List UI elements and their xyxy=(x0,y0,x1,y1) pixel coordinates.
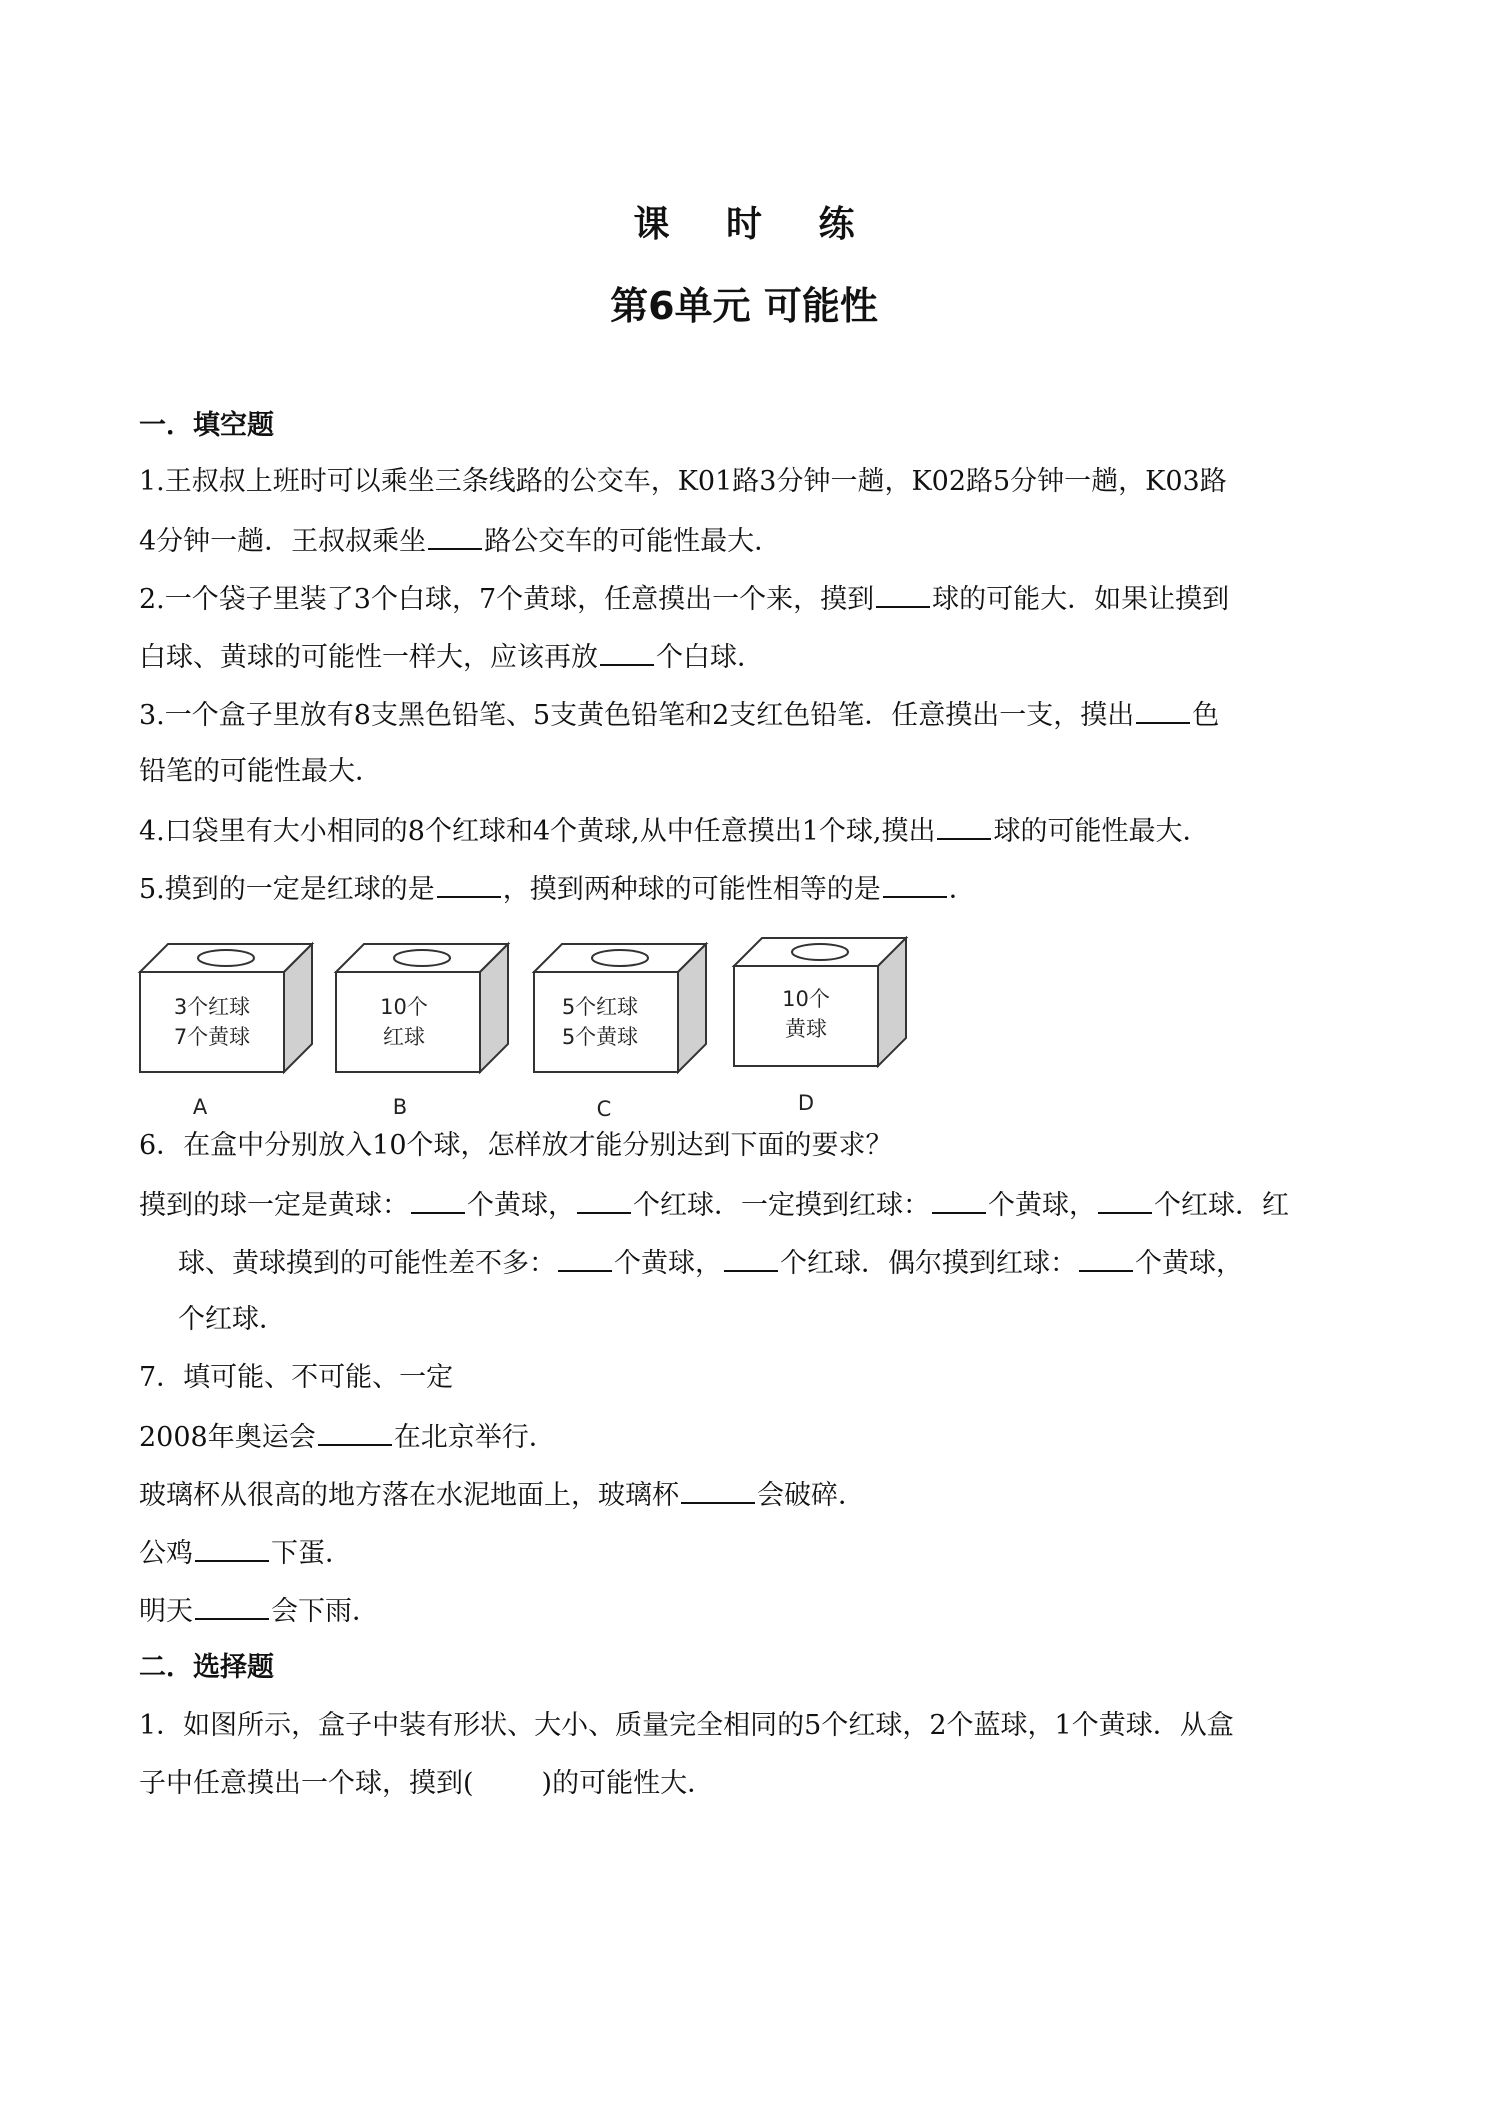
q7-s2-b: 会破碎． xyxy=(757,1480,865,1511)
q7-s3-b: 下蛋． xyxy=(271,1538,352,1569)
q2-text-d: 个白球． xyxy=(656,642,764,673)
section1-heading: 一．填空题 xyxy=(139,410,274,441)
q4-text-a: 4.口袋里有大小相同的8个红球和4个黄球,从中任意摸出1个球,摸出 xyxy=(139,816,936,847)
q1-line2 xyxy=(139,522,1369,560)
q6-text-1c: 个红球．一定摸到红球： xyxy=(633,1190,930,1221)
q2-text-c: 白球、黄球的可能性一样大，应该再放 xyxy=(139,642,598,673)
q1-line1: 1.王叔叔上班时可以乘坐三条线路的公交车，K01路3分钟一趟，K02路5分钟一趟，K03路 xyxy=(139,466,1227,497)
q3-line2: 铅笔的可能性最大． xyxy=(139,756,382,787)
answer-blank[interactable] xyxy=(428,522,482,550)
q6-text-1b: 个黄球， xyxy=(467,1190,575,1221)
answer-blank[interactable] xyxy=(932,1186,986,1214)
answer-blank[interactable] xyxy=(318,1418,392,1446)
answer-blank[interactable] xyxy=(411,1186,465,1214)
answer-blank[interactable] xyxy=(876,580,930,608)
q2-line1 xyxy=(139,580,1369,618)
box-d-label: D xyxy=(797,1091,815,1115)
answer-blank[interactable] xyxy=(195,1592,269,1620)
box-a-line1: 3个红球 xyxy=(173,995,251,1019)
answer-blank[interactable] xyxy=(577,1186,631,1214)
q7-s1 xyxy=(139,1418,1369,1456)
q6-text-2a: 球、黄球摸到的可能性差不多： xyxy=(178,1248,556,1279)
s2-q1-line1: 1．如图所示，盒子中装有形状、大小、质量完全相同的5个红球，2个蓝球，1个黄球．从盒 xyxy=(139,1710,1234,1741)
unit-title: 第6单元 可能性 xyxy=(610,284,878,328)
section2-heading: 二．选择题 xyxy=(139,1652,274,1683)
q3-line1 xyxy=(139,696,1369,734)
q7-s4-a: 明天 xyxy=(139,1596,193,1627)
q6-line3: 个红球． xyxy=(178,1304,286,1335)
q5-text-a: 5.摸到的一定是红球的是 xyxy=(139,874,435,905)
q4-text-b: 球的可能性最大． xyxy=(993,816,1210,847)
answer-blank[interactable] xyxy=(724,1244,778,1272)
answer-blank[interactable] xyxy=(437,870,501,898)
q7-s4 xyxy=(139,1592,1369,1630)
boxes-figure xyxy=(132,928,932,1118)
answer-blank[interactable] xyxy=(1098,1186,1152,1214)
q2-text-b: 球的可能大．如果让摸到 xyxy=(932,584,1230,615)
q7-s3-a: 公鸡 xyxy=(139,1538,193,1569)
box-b-label: B xyxy=(392,1095,408,1118)
answer-blank[interactable] xyxy=(600,638,654,666)
box-b-line1: 10个 xyxy=(380,995,428,1019)
q7-s4-b: 会下雨． xyxy=(271,1596,379,1627)
s2-q1-line2 xyxy=(139,1766,1369,1802)
box-d-line1: 10个 xyxy=(782,987,830,1011)
box-c-line2: 5个黄球 xyxy=(561,1025,639,1049)
q6-text-2d: 个黄球， xyxy=(1135,1248,1243,1279)
box-b-line2: 红球 xyxy=(383,1025,425,1049)
answer-blank[interactable] xyxy=(883,870,947,898)
box-a-line2: 7个黄球 xyxy=(173,1025,251,1049)
answer-blank[interactable] xyxy=(681,1476,755,1504)
q1-text-a: 4分钟一趟．王叔叔乘坐 xyxy=(139,526,427,557)
q2-text-a: 2.一个袋子里装了3个白球，7个黄球，任意摸出一个来，摸到 xyxy=(139,584,875,615)
q4-line1 xyxy=(139,812,1369,850)
answer-blank[interactable] xyxy=(195,1534,269,1562)
q3-text-a: 3.一个盒子里放有8支黑色铅笔、5支黄色铅笔和2支红色铅笔．任意摸出一支，摸出 xyxy=(139,700,1135,731)
q6-text-2b: 个黄球， xyxy=(614,1248,722,1279)
box-c xyxy=(534,944,706,1118)
q5-text-c: ． xyxy=(948,874,976,905)
q6-text-1e: 个红球．红 xyxy=(1154,1190,1289,1221)
q5-line1 xyxy=(139,870,1369,908)
box-d-line2: 黄球 xyxy=(785,1017,827,1041)
box-c-label: C xyxy=(596,1097,612,1118)
answer-blank[interactable] xyxy=(558,1244,612,1272)
q6-stem: 6．在盒中分别放入10个球，怎样放才能分别达到下面的要求？ xyxy=(139,1130,893,1161)
q6-text-1a: 摸到的球一定是黄球： xyxy=(139,1190,409,1221)
q1-text-b: 路公交车的可能性最大． xyxy=(484,526,782,557)
q6-text-1d: 个黄球， xyxy=(988,1190,1096,1221)
box-d xyxy=(734,938,906,1115)
answer-blank[interactable] xyxy=(1136,696,1190,724)
q7-s1-a: 2008年奥运会 xyxy=(139,1422,316,1453)
q6-line2 xyxy=(178,1244,1408,1282)
q6-line1 xyxy=(139,1186,1369,1224)
box-c-line1: 5个红球 xyxy=(561,995,639,1019)
q7-s1-b: 在北京举行． xyxy=(393,1422,556,1453)
box-b xyxy=(336,944,508,1118)
q7-s2 xyxy=(139,1476,1369,1514)
answer-blank[interactable] xyxy=(937,812,991,840)
answer-blank[interactable] xyxy=(1079,1244,1133,1272)
box-a-label: A xyxy=(192,1095,208,1118)
q3-text-b: 色 xyxy=(1192,700,1220,731)
q7-stem: 7．填可能、不可能、一定 xyxy=(139,1362,454,1393)
s2-q1-text-a: 子中任意摸出一个球，摸到( xyxy=(139,1768,474,1799)
q5-text-b: ，摸到两种球的可能性相等的是 xyxy=(502,874,881,905)
q7-s3 xyxy=(139,1534,1369,1572)
worksheet-title: 课 时 练 xyxy=(633,204,877,245)
q7-s2-a: 玻璃杯从很高的地方落在水泥地面上，玻璃杯 xyxy=(139,1480,679,1511)
q6-text-2c: 个红球．偶尔摸到红球： xyxy=(780,1248,1077,1279)
s2-q1-text-b: )的可能性大． xyxy=(541,1768,715,1799)
box-a xyxy=(140,944,312,1118)
q2-line2 xyxy=(139,638,1369,676)
